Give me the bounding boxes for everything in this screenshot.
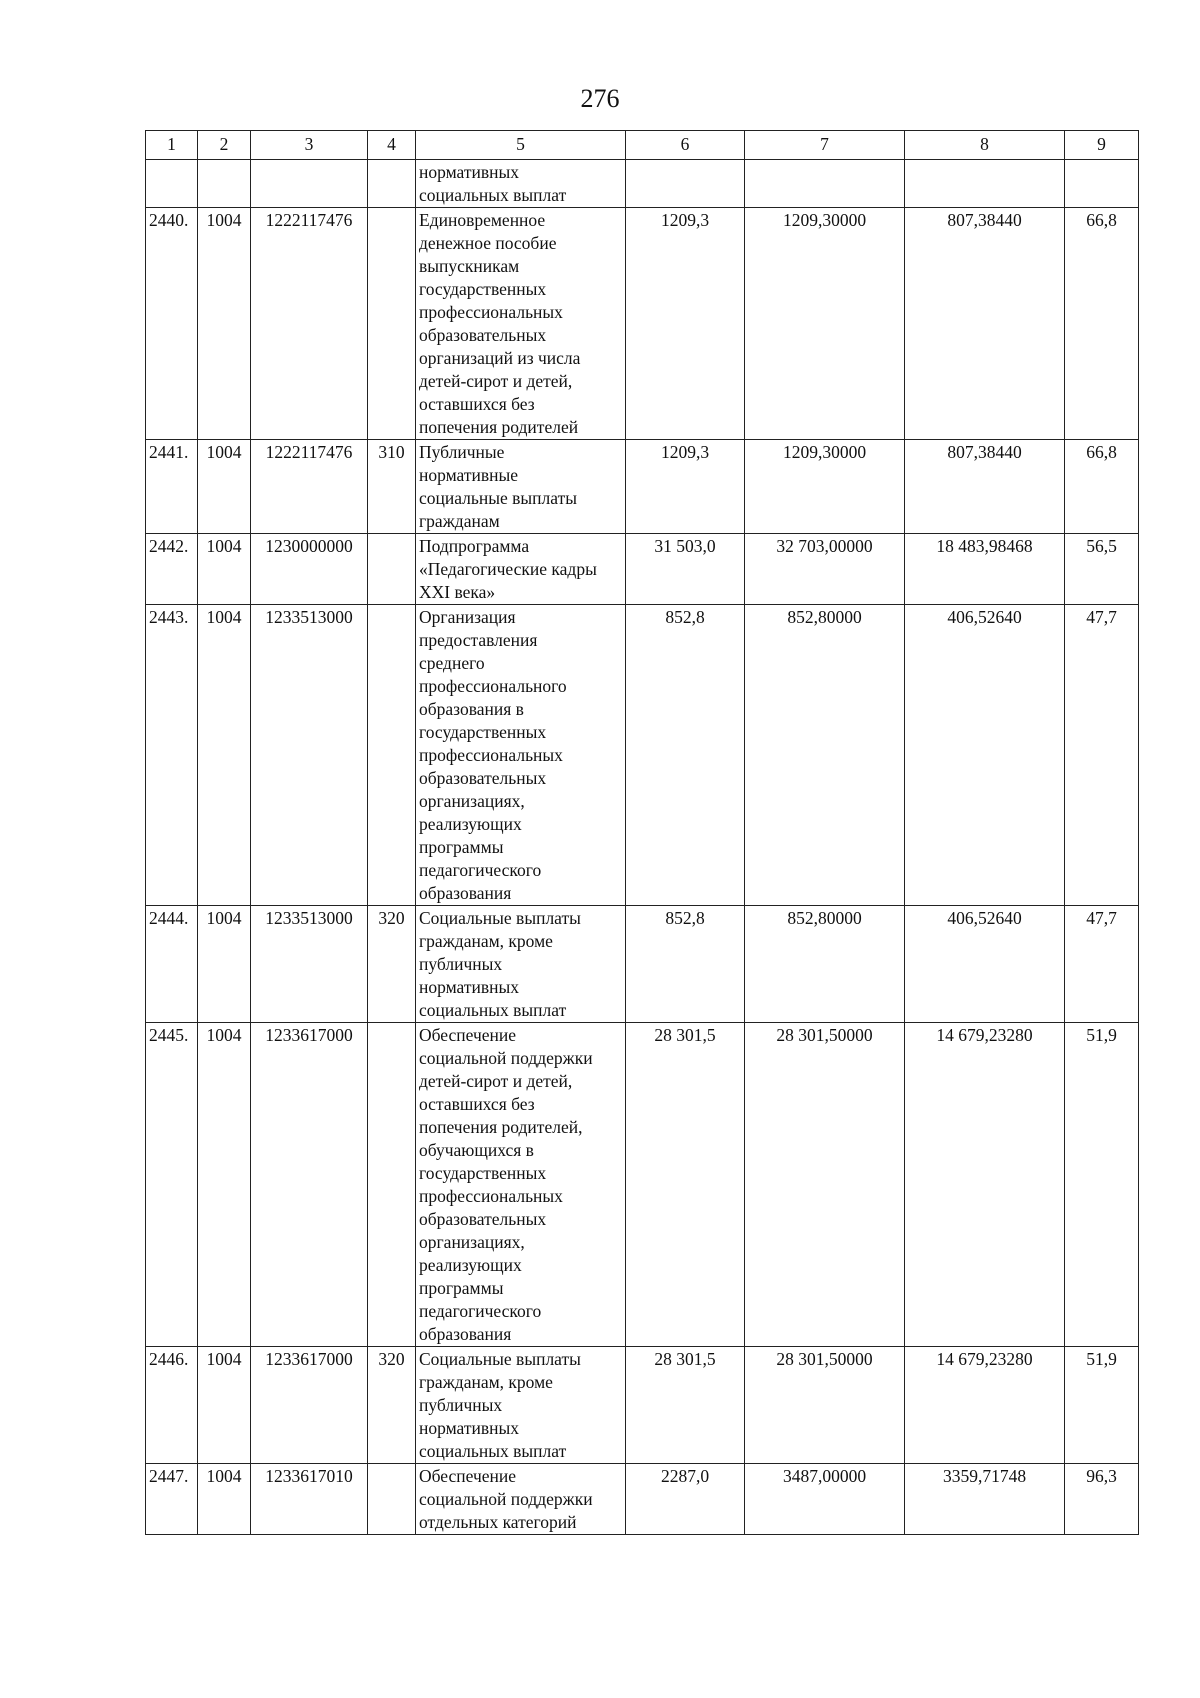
description-line: социальных выплат [419, 1441, 567, 1461]
table-row [146, 1347, 1139, 1464]
table-row [146, 906, 1139, 1023]
target-item-cell: 1233617010 [251, 1464, 368, 1535]
table-row [146, 208, 1139, 440]
description-line: «Педагогические кадры [419, 559, 597, 579]
executed-amount-cell: 807,38440 [905, 208, 1065, 440]
description-line: профессионального [419, 676, 567, 696]
revised-amount-cell: 32 703,00000 [745, 534, 905, 605]
description-cell [416, 534, 626, 605]
description-line: социальной поддержки [419, 1489, 593, 1509]
description-line: Обеспечение [419, 1466, 517, 1486]
row-number-cell: 2445. [146, 1023, 198, 1347]
row-number-cell: 2446. [146, 1347, 198, 1464]
row-number-cell: 2444. [146, 906, 198, 1023]
percent-executed-cell: 66,8 [1065, 440, 1139, 534]
description-cell [416, 1347, 626, 1464]
description-line: Публичные [419, 442, 505, 462]
target-item-cell: 1233513000 [251, 906, 368, 1023]
target-item-cell: 1222117476 [251, 440, 368, 534]
table-body [146, 160, 1139, 1535]
description-line: организациях, [419, 791, 525, 811]
description-line: Подпрограмма [419, 536, 530, 556]
executed-amount-cell: 14 679,23280 [905, 1023, 1065, 1347]
description-line: нормативные [419, 465, 519, 485]
description-line: социальной поддержки [419, 1048, 593, 1068]
description-cell [416, 1023, 626, 1347]
revised-amount-cell: 28 301,50000 [745, 1347, 905, 1464]
approved-amount-cell: 1209,3 [626, 440, 745, 534]
description-line: реализующих [419, 1255, 522, 1275]
description-line: попечения родителей, [419, 1117, 583, 1137]
approved-amount-cell: 2287,0 [626, 1464, 745, 1535]
description-line: XXI века» [419, 582, 496, 602]
description-line: предоставления [419, 630, 538, 650]
description-line: образовательных [419, 768, 547, 788]
table-row [146, 440, 1139, 534]
header-col-8: 8 [905, 131, 1065, 160]
description-line: Единовременное [419, 210, 546, 230]
description-line: оставшихся без [419, 1094, 535, 1114]
description-line: социальные выплаты [419, 488, 577, 508]
description-line: программы [419, 1278, 504, 1298]
expense-type-cell: 320 [368, 1347, 416, 1464]
description-line: социальных выплат [419, 1000, 567, 1020]
section-code-cell [198, 160, 251, 208]
description-line: образования [419, 1324, 512, 1344]
approved-amount-cell: 1209,3 [626, 208, 745, 440]
header-col-3: 3 [251, 131, 368, 160]
description-line: программы [419, 837, 504, 857]
executed-amount-cell: 18 483,98468 [905, 534, 1065, 605]
row-number-cell [146, 160, 198, 208]
description-line: государственных [419, 722, 547, 742]
approved-amount-cell: 31 503,0 [626, 534, 745, 605]
description-cell [416, 605, 626, 906]
percent-executed-cell: 56,5 [1065, 534, 1139, 605]
description-line: публичных [419, 1395, 503, 1415]
description-line: детей-сирот и детей, [419, 1071, 573, 1091]
header-col-6: 6 [626, 131, 745, 160]
approved-amount-cell: 28 301,5 [626, 1347, 745, 1464]
row-number-cell: 2447. [146, 1464, 198, 1535]
description-line: организаций из числа [419, 348, 581, 368]
description-line: профессиональных [419, 1186, 563, 1206]
header-col-5: 5 [416, 131, 626, 160]
approved-amount-cell: 852,8 [626, 605, 745, 906]
description-line: нормативных [419, 977, 520, 997]
executed-amount-cell: 807,38440 [905, 440, 1065, 534]
table-row [146, 605, 1139, 906]
header-row [146, 131, 1139, 160]
description-line: профессиональных [419, 302, 563, 322]
page-number: 276 [580, 84, 620, 113]
percent-executed-cell: 96,3 [1065, 1464, 1139, 1535]
description-line: организациях, [419, 1232, 525, 1252]
header-col-4: 4 [368, 131, 416, 160]
description-line: детей-сирот и детей, [419, 371, 573, 391]
description-line: Обеспечение [419, 1025, 517, 1045]
executed-amount-cell: 3359,71748 [905, 1464, 1065, 1535]
percent-executed-cell [1065, 160, 1139, 208]
approved-amount-cell: 852,8 [626, 906, 745, 1023]
target-item-cell: 1233617000 [251, 1347, 368, 1464]
description-cell [416, 440, 626, 534]
row-number-cell: 2442. [146, 534, 198, 605]
description-line: нормативных [419, 1418, 520, 1438]
expense-type-cell: 310 [368, 440, 416, 534]
expense-type-cell [368, 160, 416, 208]
description-line: образовательных [419, 1209, 547, 1229]
executed-amount-cell: 406,52640 [905, 605, 1065, 906]
section-code-cell: 1004 [198, 605, 251, 906]
percent-executed-cell: 47,7 [1065, 906, 1139, 1023]
description-line: обучающихся в [419, 1140, 534, 1160]
executed-amount-cell: 406,52640 [905, 906, 1065, 1023]
description-cell [416, 208, 626, 440]
description-line: государственных [419, 279, 547, 299]
description-line: педагогического [419, 1301, 542, 1321]
row-number-cell: 2443. [146, 605, 198, 906]
expense-type-cell [368, 1464, 416, 1535]
description-line: выпускникам [419, 256, 520, 276]
section-code-cell: 1004 [198, 208, 251, 440]
description-line: реализующих [419, 814, 522, 834]
section-code-cell: 1004 [198, 1464, 251, 1535]
target-item-cell: 1233513000 [251, 605, 368, 906]
expense-type-cell [368, 534, 416, 605]
header-col-1: 1 [146, 131, 198, 160]
row-number-cell: 2440. [146, 208, 198, 440]
target-item-cell: 1222117476 [251, 208, 368, 440]
revised-amount-cell: 1209,30000 [745, 208, 905, 440]
revised-amount-cell: 852,80000 [745, 906, 905, 1023]
section-code-cell: 1004 [198, 1347, 251, 1464]
description-line: социальных выплат [419, 185, 567, 205]
description-line: денежное пособие [419, 233, 557, 253]
percent-executed-cell: 66,8 [1065, 208, 1139, 440]
description-line: профессиональных [419, 745, 563, 765]
expense-type-cell [368, 605, 416, 906]
revised-amount-cell: 852,80000 [745, 605, 905, 906]
description-line: оставшихся без [419, 394, 535, 414]
description-line: образовательных [419, 325, 547, 345]
percent-executed-cell: 51,9 [1065, 1023, 1139, 1347]
section-code-cell: 1004 [198, 534, 251, 605]
table-row [146, 1464, 1139, 1535]
description-line: публичных [419, 954, 503, 974]
expense-type-cell [368, 1023, 416, 1347]
header-col-2: 2 [198, 131, 251, 160]
row-number-cell: 2441. [146, 440, 198, 534]
description-line: Социальные выплаты [419, 1349, 581, 1369]
section-code-cell: 1004 [198, 440, 251, 534]
revised-amount-cell [745, 160, 905, 208]
expense-type-cell: 320 [368, 906, 416, 1023]
description-cell [416, 1464, 626, 1535]
approved-amount-cell: 28 301,5 [626, 1023, 745, 1347]
approved-amount-cell [626, 160, 745, 208]
percent-executed-cell: 47,7 [1065, 605, 1139, 906]
section-code-cell: 1004 [198, 1023, 251, 1347]
table-row [146, 1023, 1139, 1347]
description-line: среднего [419, 653, 485, 673]
description-line: гражданам, кроме [419, 1372, 553, 1392]
description-line: Социальные выплаты [419, 908, 581, 928]
description-line: образования в [419, 699, 524, 719]
description-cell [416, 160, 626, 208]
executed-amount-cell [905, 160, 1065, 208]
table-row [146, 160, 1139, 208]
description-line: образования [419, 883, 512, 903]
description-line: государственных [419, 1163, 547, 1183]
revised-amount-cell: 3487,00000 [745, 1464, 905, 1535]
target-item-cell: 1230000000 [251, 534, 368, 605]
target-item-cell [251, 160, 368, 208]
header-col-9: 9 [1065, 131, 1139, 160]
revised-amount-cell: 1209,30000 [745, 440, 905, 534]
description-cell [416, 906, 626, 1023]
percent-executed-cell: 51,9 [1065, 1347, 1139, 1464]
description-line: Организация [419, 607, 516, 627]
description-line: отдельных категорий [419, 1512, 577, 1532]
description-line: педагогического [419, 860, 542, 880]
executed-amount-cell: 14 679,23280 [905, 1347, 1065, 1464]
description-line: гражданам, кроме [419, 931, 553, 951]
expense-type-cell [368, 208, 416, 440]
header-col-7: 7 [745, 131, 905, 160]
revised-amount-cell: 28 301,50000 [745, 1023, 905, 1347]
budget-table [145, 130, 1139, 1535]
description-line: гражданам [419, 511, 500, 531]
table-row [146, 534, 1139, 605]
target-item-cell: 1233617000 [251, 1023, 368, 1347]
section-code-cell: 1004 [198, 906, 251, 1023]
description-line: нормативных [419, 162, 520, 182]
description-line: попечения родителей [419, 417, 579, 437]
